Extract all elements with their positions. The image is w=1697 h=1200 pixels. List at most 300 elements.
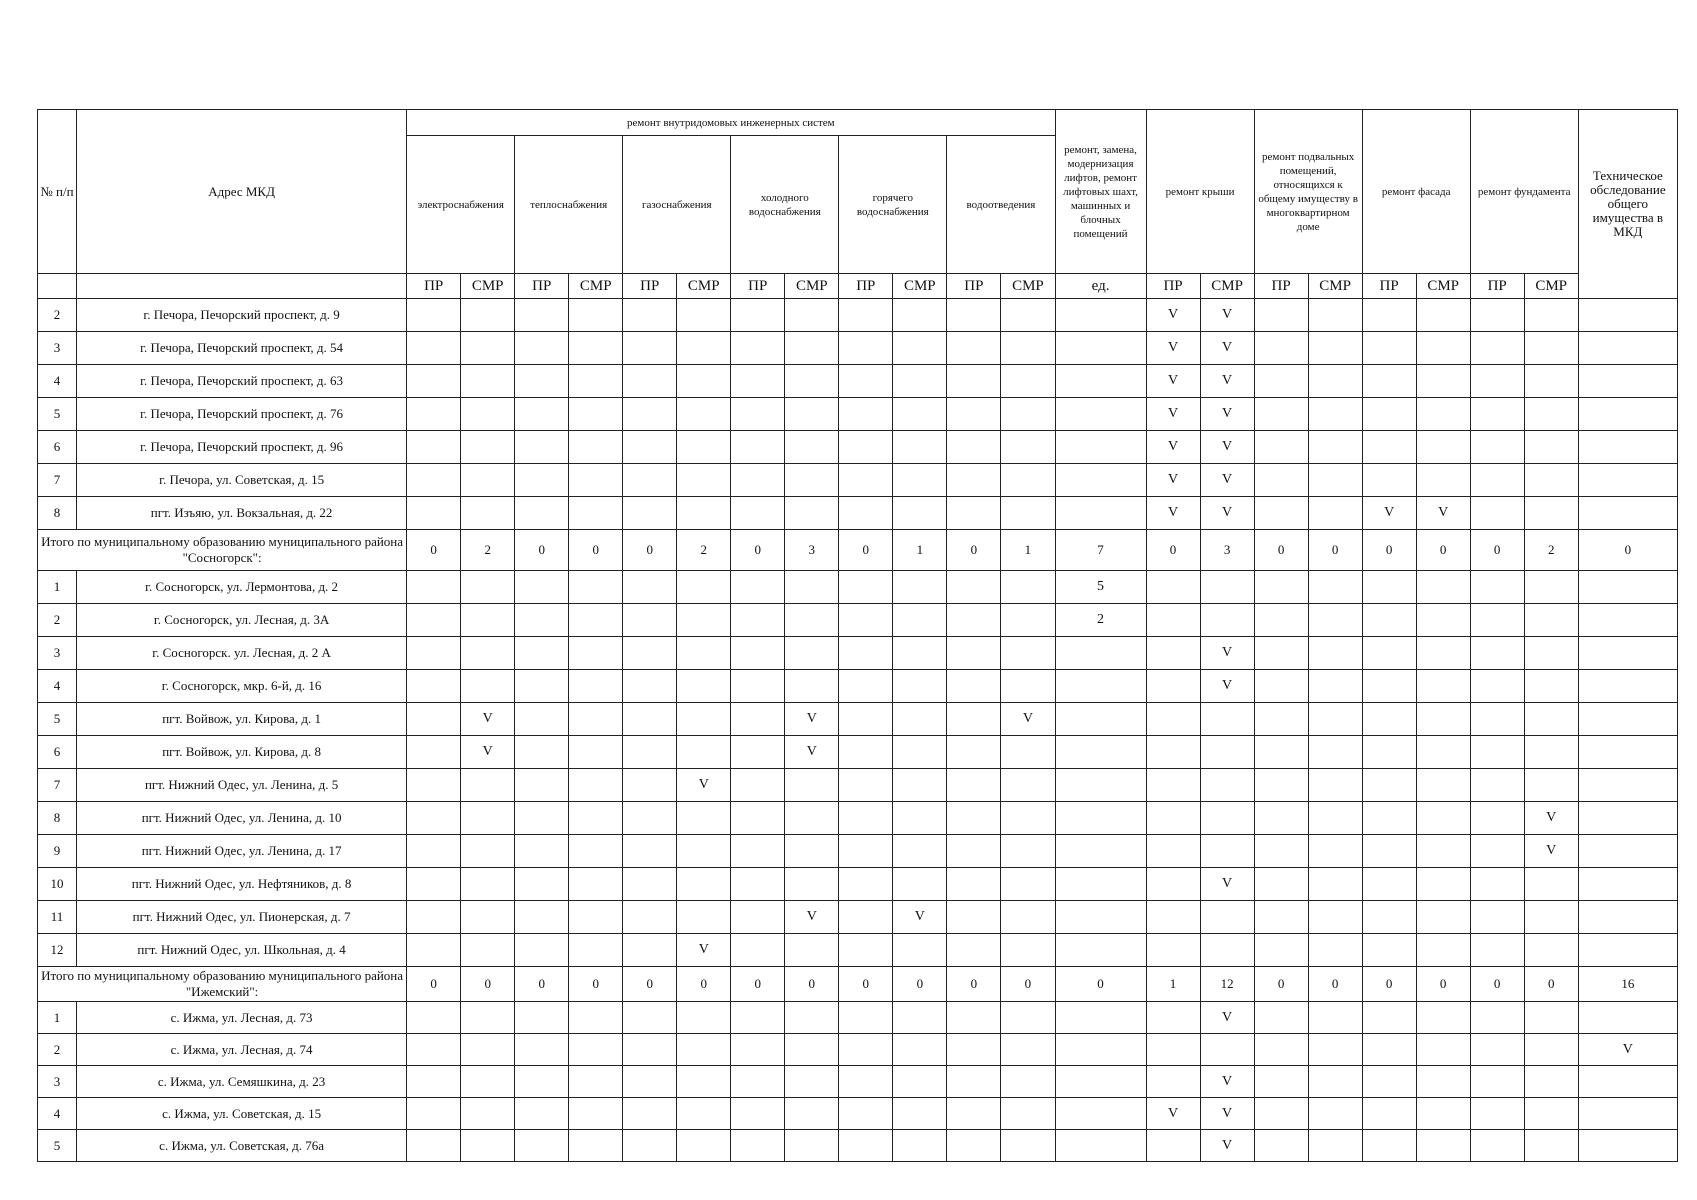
row-number: 8 <box>38 497 77 530</box>
row-cell <box>1470 736 1524 769</box>
row-cell <box>1254 736 1308 769</box>
row-cell <box>1308 736 1362 769</box>
row-cell <box>1146 670 1200 703</box>
row-cell <box>785 464 839 497</box>
row-address: с. Ижма, ул. Лесная, д. 73 <box>77 1002 407 1034</box>
row-cell <box>461 769 515 802</box>
table-row <box>38 365 1678 398</box>
row-cell: V <box>1200 1066 1254 1098</box>
row-cell <box>515 299 569 332</box>
row-number: 7 <box>38 769 77 802</box>
row-cell <box>1308 934 1362 967</box>
row-cell <box>407 802 461 835</box>
row-cell <box>1254 398 1308 431</box>
row-number: 8 <box>38 802 77 835</box>
row-cell <box>623 736 677 769</box>
row-cell <box>1055 1130 1146 1162</box>
row-cell <box>731 802 785 835</box>
subheader-pr: ПР <box>623 274 677 299</box>
row-cell <box>1001 1066 1055 1098</box>
row-cell <box>1524 604 1578 637</box>
header-roof: ремонт крыши <box>1146 110 1254 274</box>
row-cell <box>1578 332 1677 365</box>
row-cell <box>1001 497 1055 530</box>
row-cell: V <box>785 736 839 769</box>
row-cell <box>1524 332 1578 365</box>
row-cell <box>1362 299 1416 332</box>
row-cell <box>1146 1002 1200 1034</box>
row-cell <box>623 497 677 530</box>
row-cell <box>569 464 623 497</box>
header-basement: ремонт подвальных помещений, относящихся к общему имуществу в многоквартирном доме <box>1254 110 1362 274</box>
row-cell <box>785 398 839 431</box>
row-cell <box>947 736 1001 769</box>
row-cell <box>1055 769 1146 802</box>
row-cell <box>461 497 515 530</box>
table-row <box>38 604 1678 637</box>
row-cell <box>1362 398 1416 431</box>
row-cell: V <box>1200 497 1254 530</box>
row-cell <box>1578 1066 1677 1098</box>
row-address: пгт. Нижний Одес, ул. Ленина, д. 17 <box>77 835 407 868</box>
row-cell <box>1362 835 1416 868</box>
row-cell <box>1254 835 1308 868</box>
header-blank <box>77 274 407 299</box>
row-cell <box>947 1130 1001 1162</box>
row-cell <box>569 901 623 934</box>
header-elevators: ремонт, замена, модернизация лифтов, ремонт лифтовых шахт, машинных и блочных помещений <box>1055 110 1146 274</box>
row-cell <box>731 934 785 967</box>
row-cell <box>893 769 947 802</box>
row-cell <box>1254 934 1308 967</box>
row-cell <box>1362 365 1416 398</box>
row-cell <box>1524 1002 1578 1034</box>
row-cell <box>1001 1130 1055 1162</box>
total-value: 0 <box>1362 530 1416 571</box>
row-cell <box>731 1066 785 1098</box>
row-cell <box>1362 431 1416 464</box>
row-cell <box>407 299 461 332</box>
row-cell <box>893 1002 947 1034</box>
row-cell <box>1470 670 1524 703</box>
row-cell: V <box>1200 299 1254 332</box>
row-cell <box>1146 802 1200 835</box>
row-cell <box>1470 802 1524 835</box>
row-address: с. Ижма, ул. Советская, д. 15 <box>77 1098 407 1130</box>
row-cell <box>1055 868 1146 901</box>
row-cell <box>839 835 893 868</box>
row-cell <box>893 1066 947 1098</box>
row-cell: V <box>1200 398 1254 431</box>
row-cell: 5 <box>1055 571 1146 604</box>
row-cell: V <box>1200 1130 1254 1162</box>
row-cell <box>407 1002 461 1034</box>
header-electricity: электроснабжения <box>407 136 515 274</box>
row-cell <box>1200 934 1254 967</box>
row-cell <box>1470 703 1524 736</box>
row-cell <box>947 604 1001 637</box>
row-address: с. Ижма, ул. Советская, д. 76а <box>77 1130 407 1162</box>
row-cell <box>569 868 623 901</box>
row-cell <box>677 901 731 934</box>
row-cell <box>1055 398 1146 431</box>
row-cell <box>1578 835 1677 868</box>
row-cell <box>1055 901 1146 934</box>
row-cell: V <box>1146 332 1200 365</box>
total-value: 0 <box>1416 530 1470 571</box>
total-label: Итого по муниципальному образованию муниципального района "Сосногорск": <box>38 530 407 571</box>
row-cell <box>1001 670 1055 703</box>
row-cell <box>1416 1034 1470 1066</box>
row-cell <box>893 736 947 769</box>
row-cell <box>785 1002 839 1034</box>
row-cell <box>893 299 947 332</box>
row-cell <box>1524 1098 1578 1130</box>
subheader-pr: ПР <box>839 274 893 299</box>
row-cell <box>515 637 569 670</box>
subheader-pr: ПР <box>1362 274 1416 299</box>
row-cell <box>1416 901 1470 934</box>
row-cell <box>1146 1130 1200 1162</box>
row-cell <box>515 365 569 398</box>
row-cell <box>1416 670 1470 703</box>
row-cell <box>947 332 1001 365</box>
row-cell <box>677 1130 731 1162</box>
row-cell: V <box>1146 398 1200 431</box>
row-cell <box>1254 604 1308 637</box>
header-foundation: ремонт фундамента <box>1470 110 1578 274</box>
total-value: 0 <box>623 530 677 571</box>
row-cell <box>1200 604 1254 637</box>
row-cell <box>515 736 569 769</box>
row-cell <box>785 604 839 637</box>
row-cell <box>407 868 461 901</box>
row-cell <box>1470 835 1524 868</box>
row-cell <box>461 299 515 332</box>
row-cell <box>1254 670 1308 703</box>
row-cell <box>407 604 461 637</box>
row-cell <box>785 1034 839 1066</box>
row-cell: V <box>461 703 515 736</box>
row-cell <box>839 901 893 934</box>
row-address: с. Ижма, ул. Семяшкина, д. 23 <box>77 1066 407 1098</box>
row-cell <box>623 769 677 802</box>
row-cell <box>1055 934 1146 967</box>
row-cell <box>839 1002 893 1034</box>
total-value: 0 <box>407 967 461 1002</box>
row-number: 12 <box>38 934 77 967</box>
row-cell <box>1578 1002 1677 1034</box>
row-cell <box>623 571 677 604</box>
row-cell <box>1308 464 1362 497</box>
row-cell <box>461 1098 515 1130</box>
row-cell <box>947 299 1001 332</box>
row-cell <box>677 365 731 398</box>
row-cell <box>1146 1034 1200 1066</box>
row-cell <box>623 1130 677 1162</box>
row-cell <box>1308 901 1362 934</box>
row-cell <box>677 431 731 464</box>
row-cell <box>569 571 623 604</box>
subheader-smr: СМР <box>1001 274 1055 299</box>
row-cell <box>1055 835 1146 868</box>
row-number: 6 <box>38 431 77 464</box>
row-cell <box>785 497 839 530</box>
total-value: 0 <box>947 967 1001 1002</box>
row-cell <box>731 398 785 431</box>
row-number: 1 <box>38 1002 77 1034</box>
row-cell <box>1146 769 1200 802</box>
row-cell <box>839 1098 893 1130</box>
row-cell <box>515 398 569 431</box>
row-cell <box>1055 703 1146 736</box>
row-cell <box>785 1066 839 1098</box>
row-cell <box>1578 299 1677 332</box>
row-cell <box>569 398 623 431</box>
row-cell <box>1362 1034 1416 1066</box>
total-value: 3 <box>785 530 839 571</box>
row-cell <box>839 637 893 670</box>
row-cell <box>1146 868 1200 901</box>
row-address: пгт. Нижний Одес, ул. Нефтяников, д. 8 <box>77 868 407 901</box>
row-cell <box>1362 1130 1416 1162</box>
total-value: 7 <box>1055 530 1146 571</box>
total-value: 0 <box>1416 967 1470 1002</box>
row-cell <box>1200 703 1254 736</box>
row-cell <box>785 802 839 835</box>
row-cell <box>785 571 839 604</box>
row-cell <box>1308 1002 1362 1034</box>
row-cell <box>947 670 1001 703</box>
row-number: 2 <box>38 604 77 637</box>
table-row <box>38 934 1678 967</box>
row-address: г. Сосногорск, ул. Лесная, д. 3А <box>77 604 407 637</box>
row-cell <box>515 571 569 604</box>
row-address: с. Ижма, ул. Лесная, д. 74 <box>77 1034 407 1066</box>
row-cell: V <box>1524 802 1578 835</box>
row-cell <box>1308 571 1362 604</box>
total-value: 0 <box>569 967 623 1002</box>
row-cell <box>893 637 947 670</box>
row-cell <box>1001 365 1055 398</box>
row-cell <box>1470 1130 1524 1162</box>
total-value: 0 <box>623 967 677 1002</box>
row-cell <box>1362 571 1416 604</box>
row-cell <box>1362 1002 1416 1034</box>
row-cell <box>1055 1002 1146 1034</box>
subheader-pr: ПР <box>1254 274 1308 299</box>
row-number: 6 <box>38 736 77 769</box>
row-cell <box>677 332 731 365</box>
total-label: Итого по муниципальному образованию муниципального района "Ижемский": <box>38 967 407 1002</box>
table-row <box>38 637 1678 670</box>
row-cell <box>1001 398 1055 431</box>
row-cell <box>407 901 461 934</box>
row-cell <box>677 299 731 332</box>
total-value: 0 <box>569 530 623 571</box>
row-cell <box>893 497 947 530</box>
row-cell <box>461 1034 515 1066</box>
row-cell <box>947 901 1001 934</box>
row-cell <box>677 571 731 604</box>
row-cell <box>515 769 569 802</box>
row-cell <box>407 1130 461 1162</box>
row-cell <box>1416 736 1470 769</box>
row-cell <box>731 604 785 637</box>
row-cell <box>1524 1130 1578 1162</box>
row-cell <box>731 332 785 365</box>
row-cell <box>785 1130 839 1162</box>
row-cell: V <box>461 736 515 769</box>
table-row <box>38 736 1678 769</box>
row-cell <box>515 431 569 464</box>
total-value: 0 <box>1308 967 1362 1002</box>
row-cell <box>407 637 461 670</box>
row-cell <box>1254 802 1308 835</box>
row-cell <box>1254 332 1308 365</box>
row-cell <box>1524 571 1578 604</box>
row-cell <box>1146 835 1200 868</box>
row-cell <box>1254 901 1308 934</box>
total-value: 0 <box>515 530 569 571</box>
row-cell <box>1416 464 1470 497</box>
row-cell <box>569 1034 623 1066</box>
row-cell <box>1362 464 1416 497</box>
table-row <box>38 1130 1678 1162</box>
row-cell <box>1416 1098 1470 1130</box>
subheader-smr: СМР <box>1200 274 1254 299</box>
row-cell <box>407 835 461 868</box>
row-cell: V <box>785 703 839 736</box>
row-cell <box>1416 299 1470 332</box>
total-value: 0 <box>731 530 785 571</box>
row-cell <box>515 497 569 530</box>
row-cell <box>515 1130 569 1162</box>
row-cell <box>1470 901 1524 934</box>
header-engineering-systems: ремонт внутридомовых инженерных систем <box>407 110 1055 136</box>
row-cell <box>1578 497 1677 530</box>
row-cell <box>569 431 623 464</box>
row-cell <box>623 604 677 637</box>
total-value: 0 <box>893 967 947 1002</box>
table-row <box>38 571 1678 604</box>
row-cell <box>731 365 785 398</box>
table-row <box>38 769 1678 802</box>
row-cell <box>947 398 1001 431</box>
row-cell <box>731 1130 785 1162</box>
row-cell: V <box>1001 703 1055 736</box>
row-cell <box>893 802 947 835</box>
row-cell: V <box>1146 365 1200 398</box>
row-cell <box>623 332 677 365</box>
row-cell <box>731 637 785 670</box>
row-cell <box>569 1066 623 1098</box>
header-blank <box>38 274 77 299</box>
repair-schedule-table <box>37 109 1678 1162</box>
row-cell <box>407 1098 461 1130</box>
table-row <box>38 1002 1678 1034</box>
row-cell <box>1470 1002 1524 1034</box>
total-value: 0 <box>1055 967 1146 1002</box>
row-cell <box>623 1066 677 1098</box>
row-cell <box>839 703 893 736</box>
row-cell: V <box>1146 464 1200 497</box>
row-cell <box>1200 835 1254 868</box>
row-address: г. Печора, ул. Советская, д. 15 <box>77 464 407 497</box>
row-address: пгт. Войвож, ул. Кирова, д. 1 <box>77 703 407 736</box>
row-cell <box>1308 332 1362 365</box>
row-cell <box>1200 802 1254 835</box>
row-cell <box>569 332 623 365</box>
row-cell <box>677 802 731 835</box>
header-facade: ремонт фасада <box>1362 110 1470 274</box>
row-cell <box>1001 299 1055 332</box>
row-cell <box>1254 464 1308 497</box>
row-address: пгт. Нижний Одес, ул. Пионерская, д. 7 <box>77 901 407 934</box>
row-cell <box>1470 332 1524 365</box>
row-cell <box>731 1002 785 1034</box>
row-cell <box>1001 835 1055 868</box>
row-cell: V <box>1416 497 1470 530</box>
row-address: г. Печора, Печорский проспект, д. 9 <box>77 299 407 332</box>
row-cell <box>1055 1034 1146 1066</box>
subheader-smr: СМР <box>785 274 839 299</box>
table-row <box>38 703 1678 736</box>
row-cell <box>1470 1066 1524 1098</box>
row-cell <box>1254 1130 1308 1162</box>
subheader-smr: СМР <box>1416 274 1470 299</box>
row-cell <box>1362 934 1416 967</box>
row-cell <box>1470 769 1524 802</box>
total-value: 0 <box>515 967 569 1002</box>
row-number: 3 <box>38 637 77 670</box>
row-cell <box>569 604 623 637</box>
row-cell <box>461 332 515 365</box>
row-cell <box>1578 1130 1677 1162</box>
row-cell <box>569 637 623 670</box>
row-cell: V <box>785 901 839 934</box>
row-cell <box>677 1098 731 1130</box>
row-cell <box>1524 464 1578 497</box>
row-cell <box>947 1002 1001 1034</box>
row-cell <box>407 571 461 604</box>
row-cell <box>1146 604 1200 637</box>
row-cell <box>1254 431 1308 464</box>
row-cell <box>1578 604 1677 637</box>
row-address: пгт. Нижний Одес, ул. Школьная, д. 4 <box>77 934 407 967</box>
total-value: 1 <box>893 530 947 571</box>
table-row <box>38 299 1678 332</box>
total-value: 0 <box>1578 530 1677 571</box>
total-value: 2 <box>461 530 515 571</box>
row-cell <box>731 769 785 802</box>
table-row <box>38 398 1678 431</box>
row-cell: V <box>893 901 947 934</box>
row-cell <box>1524 398 1578 431</box>
total-value: 12 <box>1200 967 1254 1002</box>
row-cell <box>407 1066 461 1098</box>
row-cell <box>1001 901 1055 934</box>
row-cell <box>1362 1098 1416 1130</box>
row-cell <box>1470 604 1524 637</box>
row-cell <box>677 736 731 769</box>
row-cell <box>1200 736 1254 769</box>
row-cell <box>785 835 839 868</box>
row-cell <box>623 1034 677 1066</box>
row-cell: V <box>1200 464 1254 497</box>
row-number: 4 <box>38 1098 77 1130</box>
row-address: г. Сосногорск. ул. Лесная, д. 2 А <box>77 637 407 670</box>
